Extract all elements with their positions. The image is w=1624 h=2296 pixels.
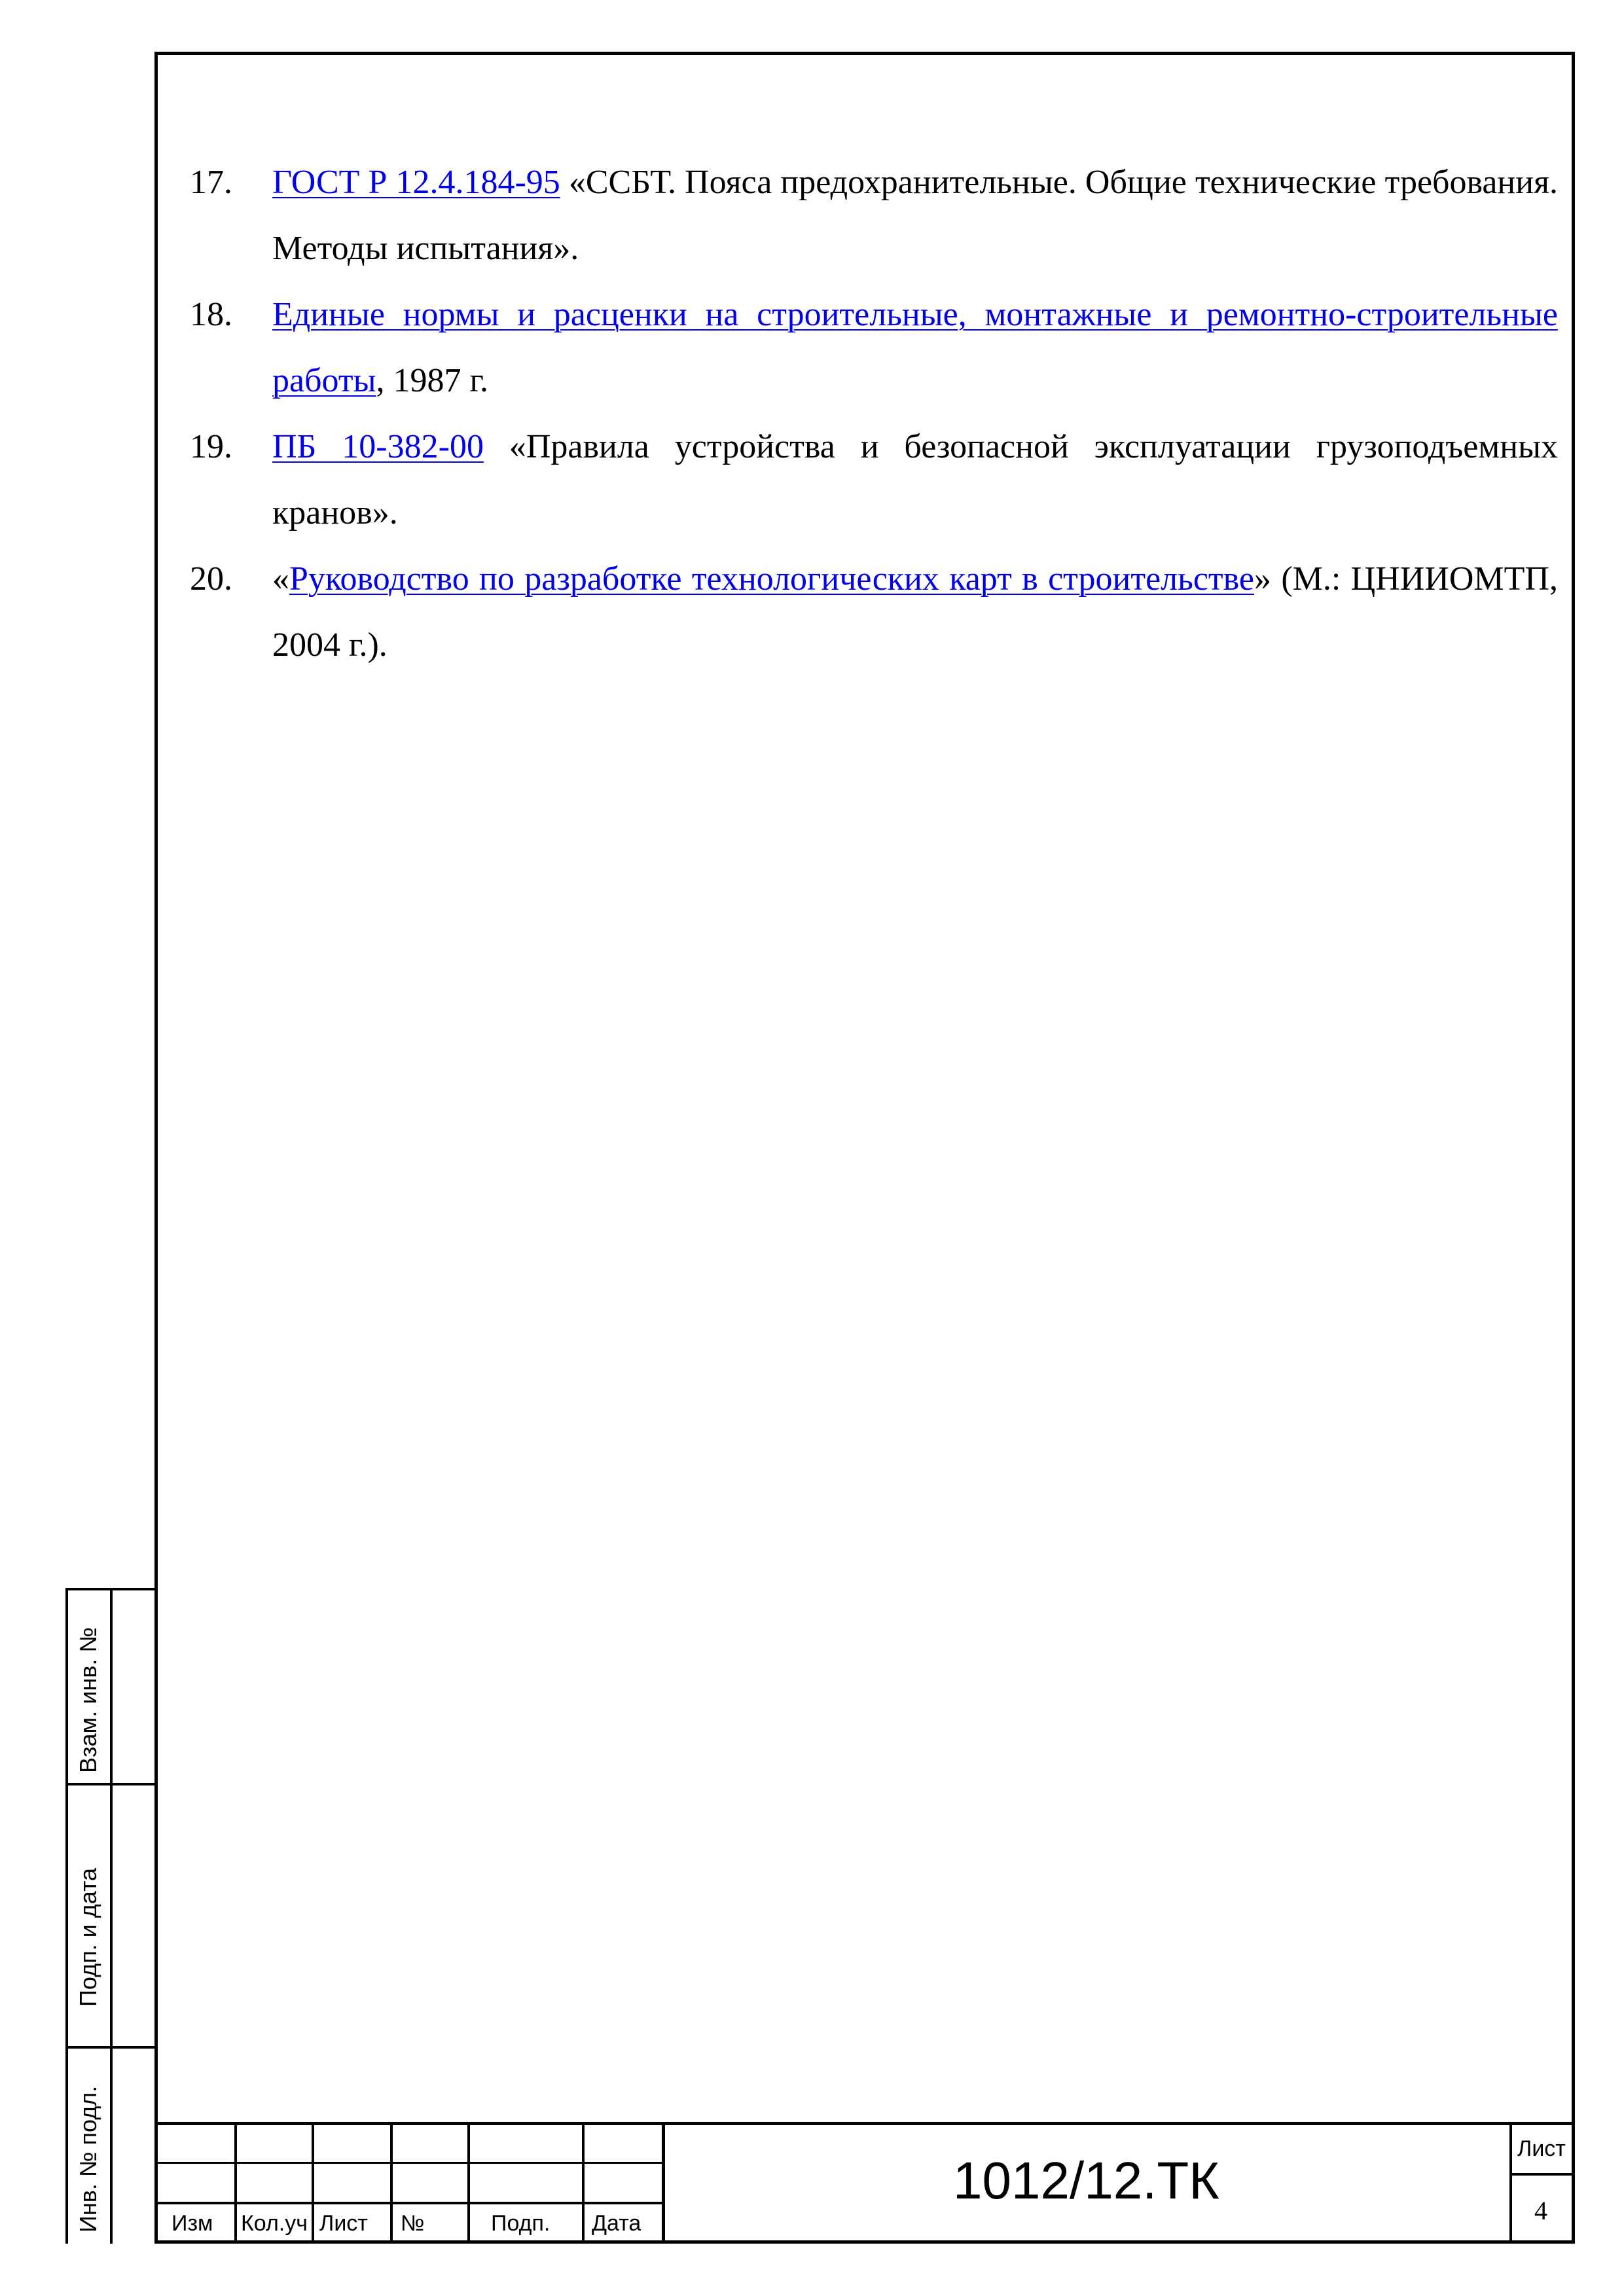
col-list-label: Лист [319, 2211, 368, 2236]
col-kol-label: Кол.уч [241, 2211, 308, 2236]
reference-text: «ССБТ. Пояса предохранительные. Общие технические требования. Методы испытания». [272, 164, 1558, 267]
sheet-label: Лист [1517, 2136, 1566, 2161]
reference-text: «Правила устройства и безопасной эксплуатации грузоподъемных кранов». [272, 428, 1559, 531]
reference-number: 19. [190, 428, 232, 465]
col-izm-label: Изм [171, 2211, 213, 2236]
sign-date-label: Подп. и дата [75, 1867, 101, 2007]
col-sign-label: Подп. [491, 2211, 550, 2236]
side-stamp [65, 1588, 154, 2244]
col-date-label: Дата [592, 2211, 641, 2236]
reference-item-17 [190, 149, 1558, 281]
reference-list [190, 149, 1558, 678]
reference-link-gost[interactable]: ГОСТ Р 12.4.184-95 [272, 164, 560, 201]
reference-text: , 1987 г. [376, 362, 488, 399]
reference-link-guide[interactable]: Руководство по разработке технологических карт в строительстве [289, 560, 1254, 598]
reference-number: 20. [190, 560, 232, 598]
inv-orig-label: Инв. № подл. [75, 2085, 101, 2233]
reference-number: 18. [190, 296, 232, 333]
reference-link-enir[interactable]: Единые нормы и расценки на строительные, монтажные и ремонтно-строительные работы [272, 296, 1558, 399]
inv-replace-label: Взам. инв. № [75, 1626, 101, 1773]
reference-link-pb[interactable]: ПБ 10-382-00 [272, 428, 484, 465]
document-code: 1012/12.ТК [953, 2151, 1219, 2210]
reference-item-20 [190, 546, 1558, 678]
col-num-label: № [401, 2211, 425, 2236]
reference-item-19 [190, 414, 1558, 546]
reference-number: 17. [190, 164, 232, 201]
reference-text: » (М.: ЦНИИОМТП, 2004 г.). [272, 560, 1558, 664]
reference-prefix: « [272, 560, 289, 598]
title-block [154, 2122, 1575, 2244]
reference-item-18 [190, 281, 1558, 414]
sheet-number: 4 [1534, 2196, 1547, 2225]
